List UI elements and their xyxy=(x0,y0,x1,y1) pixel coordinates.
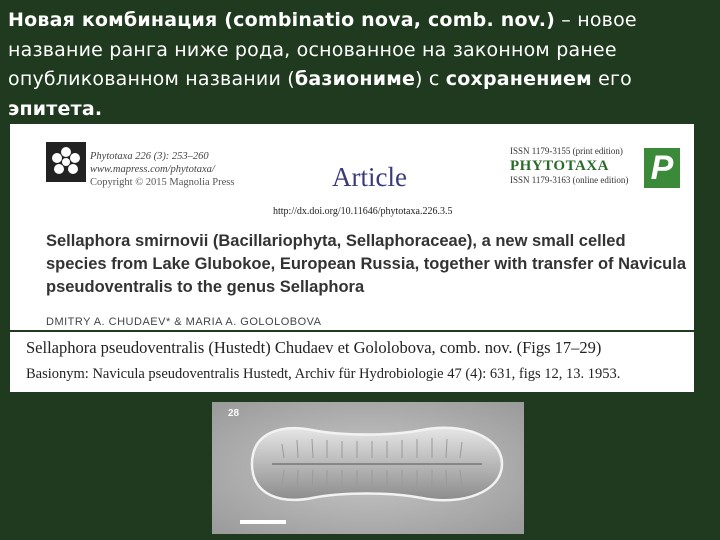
diatom-micrograph xyxy=(212,402,524,534)
combination-term: Новая комбинация (combinatio nova, comb. nov.) xyxy=(8,9,556,31)
article-label: Article xyxy=(332,162,407,192)
epithet-term: эпитета. xyxy=(8,97,103,120)
article-header-image xyxy=(10,124,694,330)
issn-block xyxy=(510,146,628,186)
scale-bar xyxy=(240,520,286,524)
slide-text xyxy=(8,6,714,124)
new-combination-line: Sellaphora pseudoventralis (Hustedt) Chudaev et Gololobova, comb. nov. (Figs 17–29) xyxy=(26,338,602,357)
phytotaxa-p-logo-icon: P xyxy=(644,148,680,188)
journal-citation: Phytotaxa 226 (3): 253–260 xyxy=(90,151,209,162)
issn-online: ISSN 1179-3163 (online edition) xyxy=(510,175,629,185)
basionym-term: базиониме xyxy=(294,68,416,90)
journal-logo-text: PHYTOTAXA xyxy=(510,158,609,174)
basionym-line: Basionym: Navicula pseudoventralis Hustedt, Archiv für Hydrobiologie 47 (4): 631, figs 12, 13. 1953. xyxy=(26,366,621,382)
definition-text-2: ) с xyxy=(415,68,446,90)
diatom-valve-image xyxy=(212,402,524,534)
authors: DMITRY A. CHUDAEV* & MARIA A. GOLOLOBOVA xyxy=(46,316,322,328)
journal-info xyxy=(90,150,234,189)
combination-excerpt xyxy=(10,332,694,392)
issn-print: ISSN 1179-3155 (print edition) xyxy=(510,146,623,156)
preservation-term: сохранением xyxy=(445,68,592,90)
magnolia-press-logo-icon xyxy=(46,142,86,182)
article-title: Sellaphora smirnovii (Bacillariophyta, Sellaphoraceae), a new small celled species from Lake Glubokoe, European Russia, together with transfer of Navicula pseudoventralis to the genus Sellaphora xyxy=(46,232,686,296)
journal-url: www.mapress.com/phytotaxa/ xyxy=(90,164,215,175)
doi-link: http://dx.doi.org/10.11646/phytotaxa.226.3.5 xyxy=(273,206,453,217)
figure-number: 28 xyxy=(228,408,240,419)
definition-text-1: – новое название ранга ниже рода, основанное на законном ранее опубликованном названии ( xyxy=(8,9,637,90)
copyright-text: Copyright © 2015 Magnolia Press xyxy=(90,177,235,188)
definition-text-3: его xyxy=(591,68,632,90)
